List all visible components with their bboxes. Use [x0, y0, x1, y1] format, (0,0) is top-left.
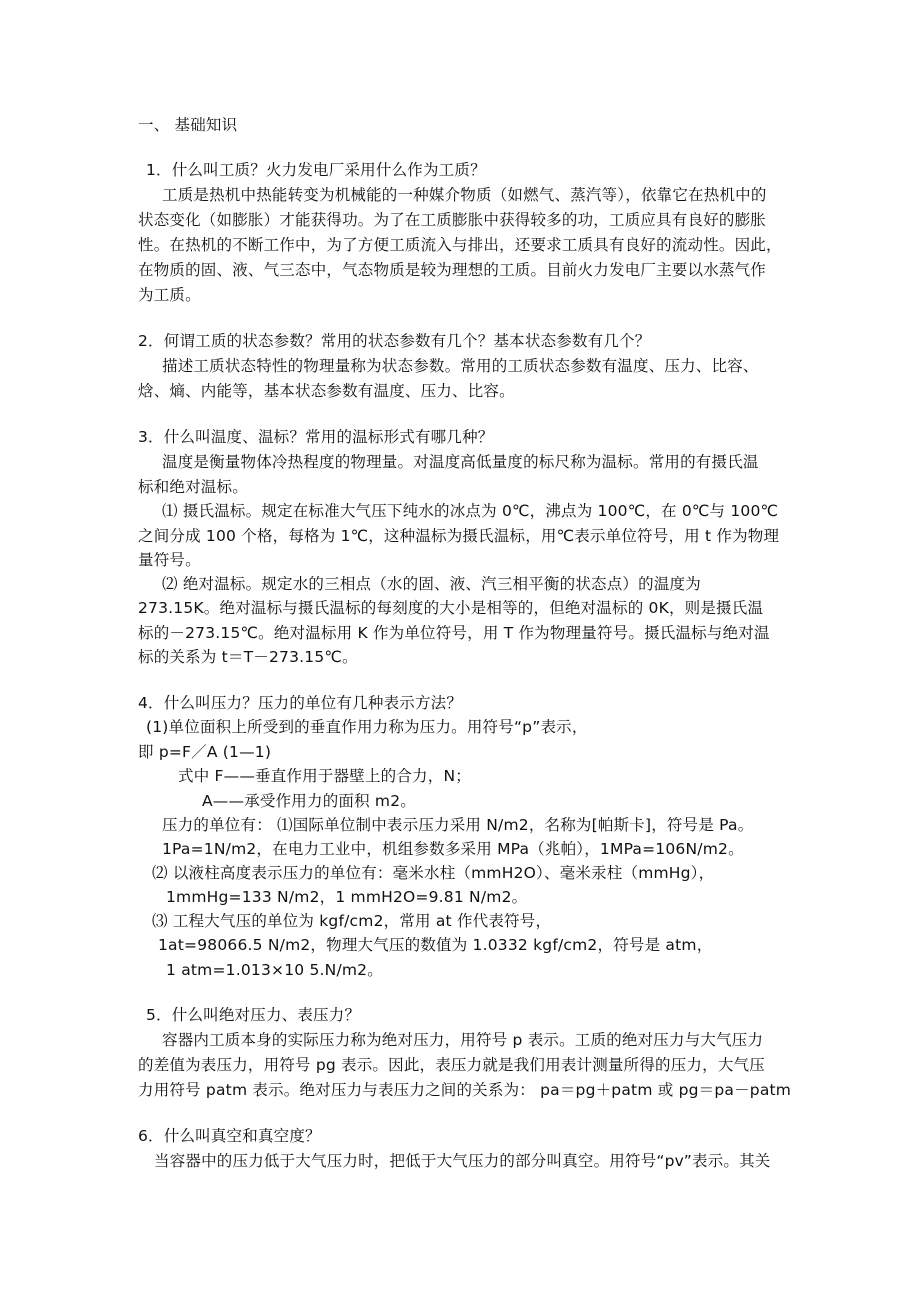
paragraph-line: 标和绝对温标。	[138, 478, 248, 496]
paragraph-line: 力用符号 patm 表示。绝对压力与表压力之间的关系为： pa＝pg＋patm 或 pg＝pa－patm	[138, 1081, 792, 1099]
question-1-title: 1．什么叫工质？火力发电厂采用什么作为工质？	[146, 161, 486, 179]
paragraph-line: 容器内工质本身的实际压力称为绝对压力，用符号 p 表示。工质的绝对压力与大气压力	[162, 1031, 764, 1049]
paragraph-line: 描述工质状态特性的物理量称为状态参数。常用的工质状态参数有温度、压力、比容、	[162, 357, 759, 375]
paragraph-line: A——承受作用力的面积 m2。	[202, 792, 416, 810]
paragraph-line: 标的－273.15℃。绝对温标用 K 作为单位符号，用 T 作为物理量符号。摄氏温标与绝对温	[138, 624, 770, 642]
paragraph-line: 的差值为表压力，用符号 pg 表示。因此，表压力就是我们用表计测量所得的压力，大气压	[138, 1056, 765, 1074]
paragraph-line: 在物质的固、液、气三态中，气态物质是较为理想的工质。目前火力发电厂主要以水蒸气作	[138, 261, 767, 279]
paragraph-line: 压力的单位有： ⑴国际单位制中表示压力采用 N/m2，名称为[帕斯卡]，符号是 Pa。	[162, 816, 754, 834]
paragraph-line: 状态变化（如膨胀）才能获得功。为了在工质膨胀中获得较多的功，工质应具有良好的膨胀	[138, 211, 767, 229]
paragraph-line: 1Pa=1N/m2，在电力工业中，机组参数多采用 MPa（兆帕），1MPa=106N/m2。	[162, 840, 744, 858]
paragraph-line: 温度是衡量物体冷热程度的物理量。对温度高低量度的标尺称为温标。常用的有摄氏温	[162, 453, 759, 471]
section-title: 一、 基础知识	[138, 116, 238, 134]
paragraph-line: (1)单位面积上所受到的垂直作用力称为压力。用符号“p”表示，	[146, 718, 588, 736]
paragraph-line: 当容器中的压力低于大气压力时，把低于大气压力的部分叫真空。用符号“pv”表示。其关	[154, 1152, 771, 1170]
paragraph-line: 1mmHg=133 N/m2，1 mmH2O=9.81 N/m2。	[166, 888, 528, 906]
list-item-line: ⑵ 绝对温标。规定水的三相点（水的固、液、汽三相平衡的状态点）的温度为	[162, 575, 701, 593]
paragraph-line: 式中 F——垂直作用于器壁上的合力，N；	[178, 767, 471, 785]
list-item-line: ⑶ 工程大气压的单位为 kgf/cm2，常用 at 作代表符号，	[152, 912, 552, 930]
paragraph-line: 1 atm=1.013×10 5.N/m2。	[166, 961, 383, 979]
paragraph-line: 标的关系为 t＝T－273.15℃。	[138, 648, 358, 666]
paragraph-line: 273.15K。绝对温标与摄氏温标的每刻度的大小是相等的，但绝对温标的 0K，则是摄氏温	[138, 599, 764, 617]
list-item-line: ⑵ 以液柱高度表示压力的单位有：毫米水柱（mmH2O）、毫米汞柱（mmHg），	[152, 864, 715, 882]
paragraph-line: 1at=98066.5 N/m2，物理大气压的数值为 1.0332 kgf/cm2，符号是 atm，	[158, 936, 713, 954]
question-3-title: 3．什么叫温度、温标？常用的温标形式有哪几种？	[138, 428, 494, 446]
question-6-title: 6．什么叫真空和真空度？	[138, 1127, 321, 1145]
paragraph-line: 之间分成 100 个格，每格为 1℃，这种温标为摄氏温标，用℃表示单位符号，用 t 作为物理	[138, 527, 780, 545]
paragraph-line: 工质是热机中热能转变为机械能的一种媒介物质（如燃气、蒸汽等），依靠它在热机中的	[162, 186, 767, 204]
paragraph-line: 为工质。	[138, 286, 201, 304]
question-5-title: 5．什么叫绝对压力、表压力？	[146, 1006, 361, 1024]
question-4-title: 4．什么叫压力？压力的单位有几种表示方法？	[138, 694, 463, 712]
question-2-title: 2．何谓工质的状态参数？常用的状态参数有几个？基本状态参数有几个？	[138, 332, 651, 350]
list-item-line: ⑴ 摄氏温标。规定在标准大气压下纯水的冰点为 0℃，沸点为 100℃，在 0℃与 100℃	[162, 502, 779, 520]
formula-line: 即 p=F／A (1—1)	[138, 743, 272, 761]
paragraph-line: 量符号。	[138, 551, 201, 569]
paragraph-line: 性。在热机的不断工作中，为了方便工质流入与排出，还要求工质具有良好的流动性。因此，	[138, 236, 782, 254]
paragraph-line: 焓、熵、内能等，基本状态参数有温度、压力、比容。	[138, 382, 515, 400]
